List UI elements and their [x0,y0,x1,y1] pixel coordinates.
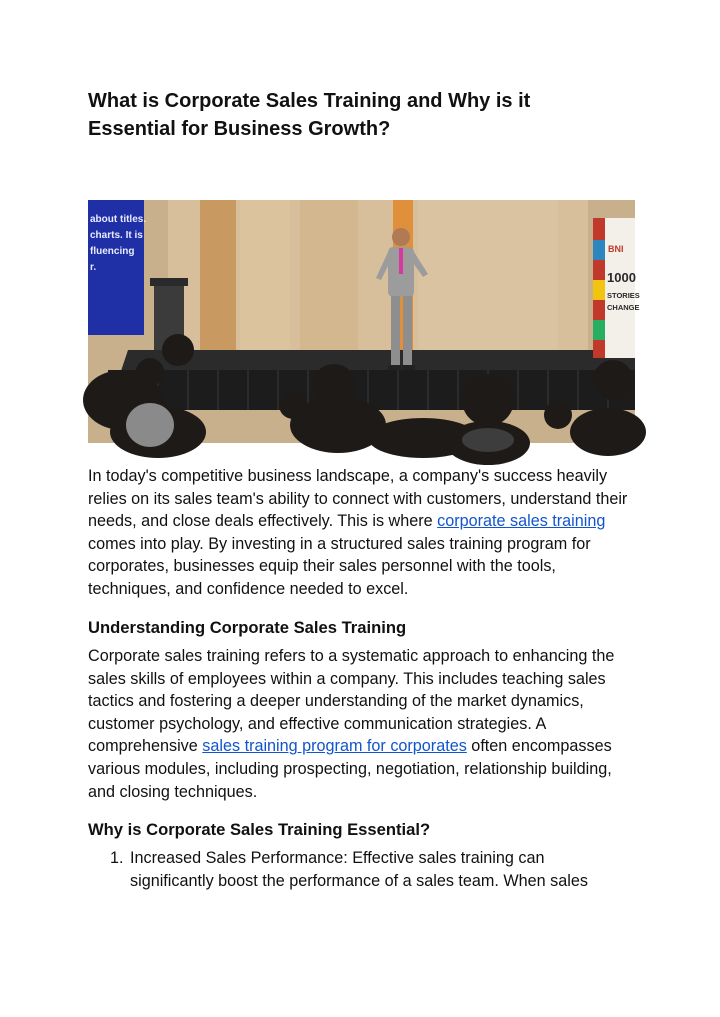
screen-text-line-1: about titles. [90,214,147,225]
section1-text-after: often encompasses various modules, including prospecting, negotiation, relationship building, and closing techniques. [88,737,612,801]
section-paragraph-understanding [88,645,640,803]
section-heading-understanding: Understanding Corporate Sales Training [88,618,407,637]
benefits-list [88,847,628,892]
sales-training-program-link[interactable]: sales training program for corporates [202,737,467,756]
list-item [88,847,628,892]
screen-text-line-2: charts. It is [90,230,143,241]
list-item-number: 1. [110,849,124,867]
section1-text-before: Corporate sales training refers to a systematic approach to enhancing the sales skills of employees within a company. This includes teaching sales tactics and fostering a deeper understanding of the market dynamics, customer psychology, and effective communication strategies. A comprehensive [88,647,615,756]
banner-text-number: 1000 [607,270,636,285]
list-item-text: Increased Sales Performance: Effective sales training can significantly boost the performance of a sales team. When sales [130,849,588,890]
intro-text-before: In today's competitive business landscape, a company's success heavily relies on its sales team's ability to connect with customers, understand their needs, and close deals effectively. This is where [88,467,628,531]
intro-text-after: comes into play. By investing in a structured sales training program for corporates, businesses equip their sales personnel with the tools, techniques, and confidence needed to excel. [88,534,591,598]
banner-text-line-2: CHANGE [607,303,640,312]
hero-image [88,200,640,443]
screen-text-line-4: r. [90,262,97,273]
intro-paragraph [88,465,640,601]
screen-text-line-3: fluencing [90,246,135,257]
corporate-sales-training-link[interactable]: corporate sales training [437,512,606,531]
banner-text-brand: BNI [608,244,624,254]
hero-image-illustration [88,200,640,443]
article-title: What is Corporate Sales Training and Why is it Essential for Business Growth? [88,90,531,140]
section-heading-why-essential: Why is Corporate Sales Training Essential? [88,820,431,839]
banner-text-line-1: STORIES [607,291,640,300]
